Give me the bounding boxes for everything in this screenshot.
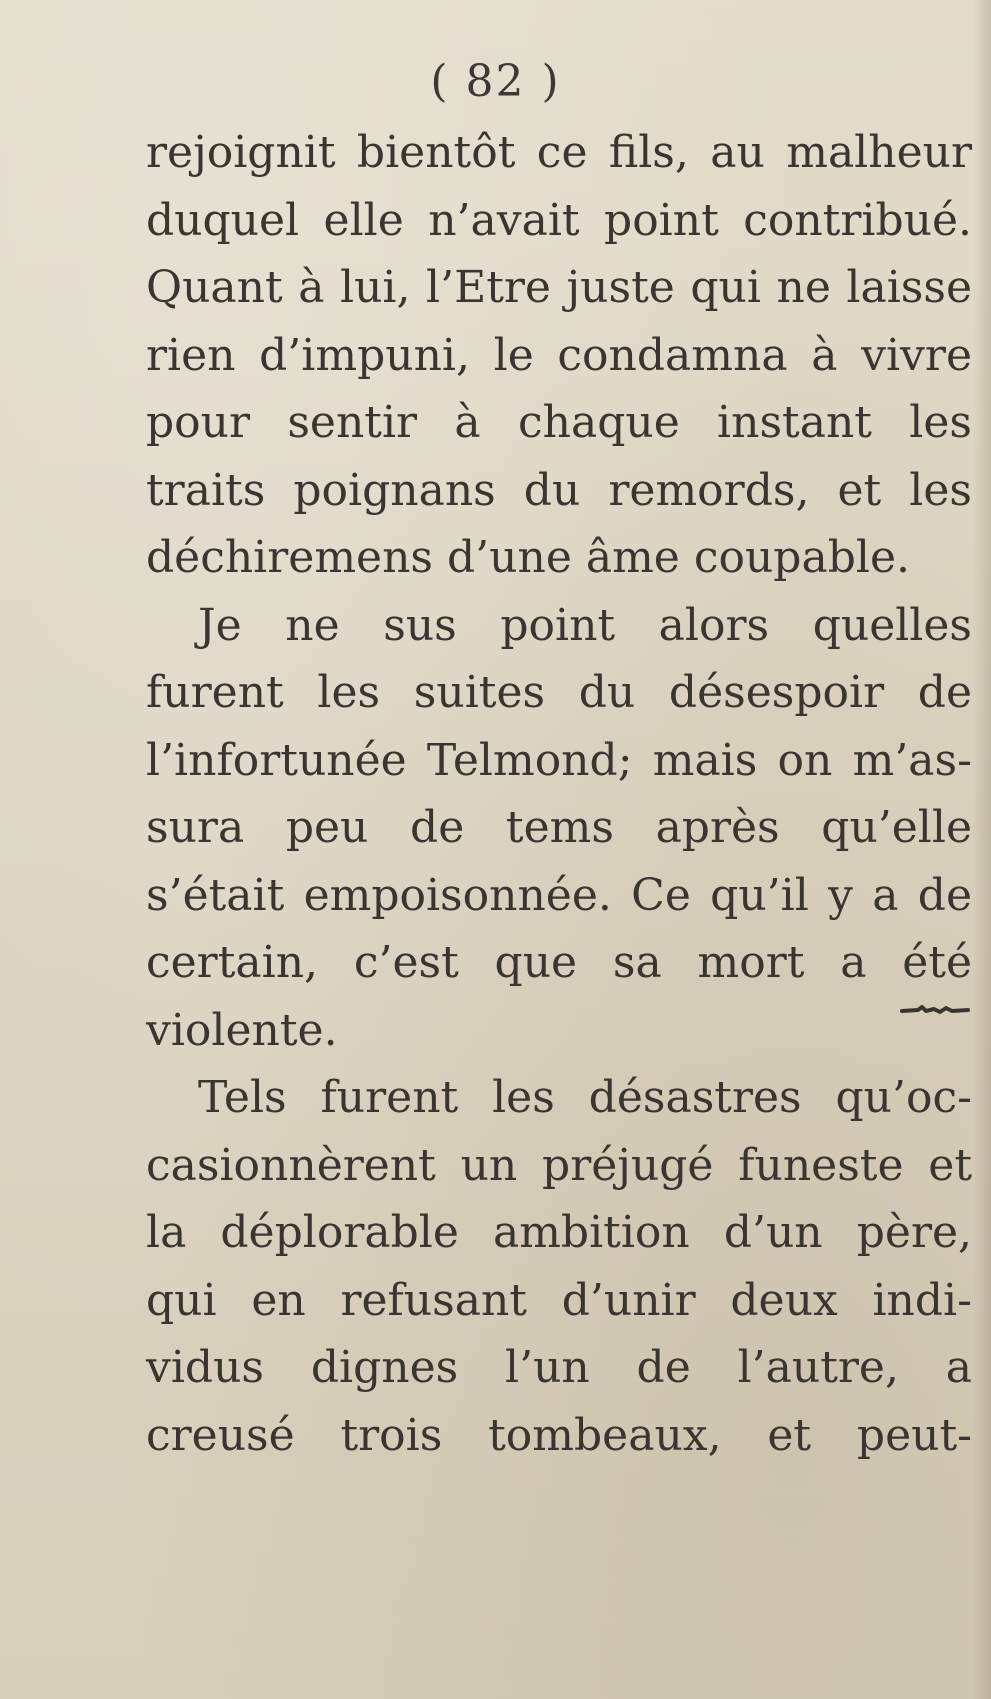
ornament-icon xyxy=(900,1005,970,1015)
text-line-2: duquel elle n’avait point contribué. xyxy=(146,195,972,246)
text-line-18: qui en refusant d’unir deux indi- xyxy=(146,1275,972,1326)
text-line-11: sura peu de tems après qu’elle xyxy=(146,802,972,853)
text-line-6: traits poignans du remords, et les xyxy=(146,465,972,516)
text-line-9: furent les suites du désespoir de xyxy=(146,667,972,718)
text-line-19: vidus dignes l’un de l’autre, a xyxy=(146,1342,972,1393)
text-line-4: rien d’impuni, le condamna à vivre xyxy=(146,330,972,381)
text-line-16: casionnèrent un préjugé funeste et xyxy=(146,1140,972,1191)
page-number: ( 82 ) xyxy=(430,56,561,107)
text-line-8: Je ne sus point alors quelles xyxy=(198,600,972,651)
text-line-5: pour sentir à chaque instant les xyxy=(146,397,972,448)
text-line-20: creusé trois tombeaux, et peut- xyxy=(146,1410,972,1461)
text-line-1: rejoignit bientôt ce fils, au malheur xyxy=(146,127,972,178)
text-line-12: s’était empoisonnée. Ce qu’il y a de xyxy=(146,870,972,921)
text-line-14: violente. xyxy=(146,1005,338,1056)
text-line-13: certain, c’est que sa mort a été xyxy=(146,937,972,988)
text-line-3: Quant à lui, l’Etre juste qui ne laisse xyxy=(146,262,972,313)
text-line-10: l’infortunée Telmond; mais on m’as- xyxy=(146,735,972,786)
page-edge-shadow xyxy=(973,0,991,1699)
text-line-7: déchiremens d’une âme coupable. xyxy=(146,532,910,583)
text-line-15: Tels furent les désastres qu’oc- xyxy=(198,1072,972,1123)
text-line-17: la déplorable ambition d’un père, xyxy=(146,1207,972,1258)
